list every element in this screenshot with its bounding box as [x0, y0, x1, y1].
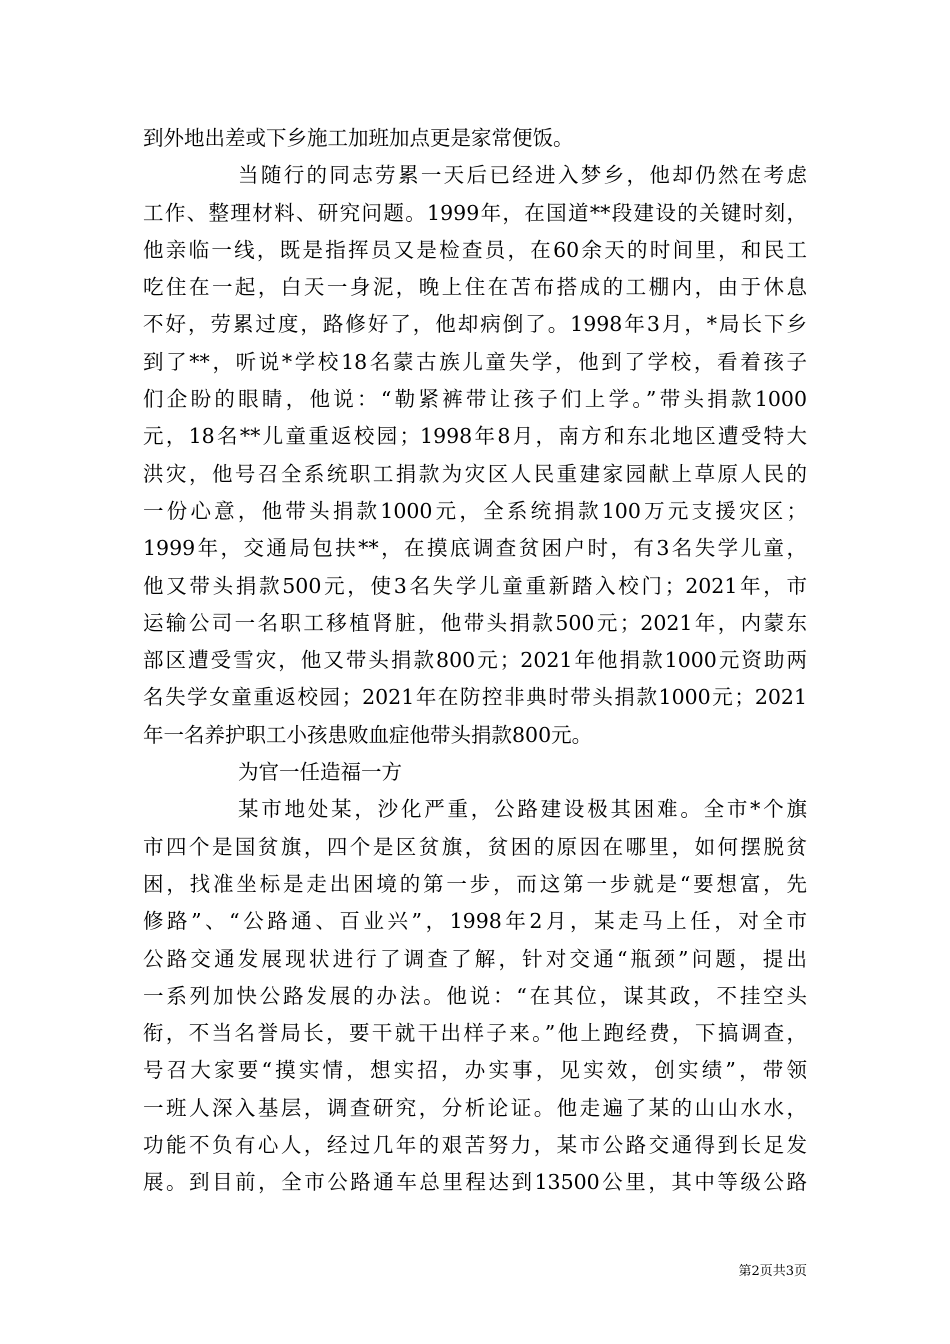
text-line: 部区遭受雪灾，他又带头捐款800元；2021年他捐款1000元资助两 — [143, 648, 807, 673]
page-number: 第2页共3页 — [738, 1264, 807, 1279]
text-line: 修路”、“公路通、百业兴”，1998年2月，某走马上任，对全市 — [143, 909, 807, 934]
text-line: 到外地出差或下乡施工加班加点更是家常便饭。 — [143, 126, 574, 150]
text-line: 一份心意，他带头捐款1000元，全系统捐款100万元支援灾区； — [143, 498, 807, 523]
text-line: 公路交通发展现状进行了调查了解，针对交通“瓶颈”问题，提出 — [143, 946, 807, 971]
text-line: 一系列加快公路发展的办法。他说：“在其位，谋其政，不挂空头 — [143, 983, 807, 1008]
text-line: 号召大家要“摸实情，想实招，办实事，见实效，创实绩”，带领 — [143, 1058, 807, 1083]
paragraph-first-line: 某市地处某，沙化严重，公路建设极其困难。全市*个旗 — [238, 797, 807, 822]
text-line: 衔，不当名誉局长，要干就干出样子来。”他上跑经费，下搞调查， — [143, 1021, 807, 1046]
text-line: 名失学女童重返校园；2021年在防控非典时带头捐款1000元；2021 — [143, 685, 807, 710]
text-line: 年一名养护职工小孩患败血症他带头捐款800元。 — [143, 722, 593, 747]
text-line: 1999年，交通局包扶**，在摸底调查贫困户时，有3名失学儿童， — [143, 536, 807, 561]
text-line: 功能不负有心人，经过几年的艰苦努力，某市公路交通得到长足发 — [143, 1133, 807, 1158]
text-line: 到了**，听说*学校18名蒙古族儿童失学，他到了学校，看着孩子 — [143, 349, 807, 374]
text-line: 洪灾，他号召全系统职工捐款为灾区人民重建家园献上草原人民的 — [143, 461, 807, 486]
text-line: 一班人深入基层，调查研究，分析论证。他走遍了某的山山水水， — [143, 1095, 807, 1120]
text-line: 运输公司一名职工移植肾脏，他带头捐款500元；2021年，内蒙东 — [143, 610, 807, 635]
paragraph-first-line: 当随行的同志劳累一天后已经进入梦乡，他却仍然在考虑 — [238, 163, 807, 188]
text-line: 困，找准坐标是走出困境的第一步，而这第一步就是“要想富，先 — [143, 871, 807, 896]
text-line: 他又带头捐款500元，使3名失学儿童重新踏入校门；2021年，市 — [143, 573, 807, 598]
section-heading: 为官一任造福一方 — [238, 760, 402, 785]
text-line: 不好，劳累过度，路修好了，他却病倒了。1998年3月，*局长下乡 — [143, 312, 807, 337]
text-line: 市四个是国贫旗，四个是区贫旗，贫困的原因在哪里，如何摆脱贫 — [143, 834, 807, 859]
text-line: 吃住在一起，白天一身泥，晚上住在苫布搭成的工棚内，由于休息 — [143, 275, 807, 300]
text-line: 展。到目前，全市公路通车总里程达到13500公里，其中等级公路 — [143, 1170, 807, 1195]
document-body — [143, 120, 807, 1202]
text-line: 他亲临一线，既是指挥员又是检查员，在60余天的时间里，和民工 — [143, 237, 807, 262]
text-line: 工作、整理材料、研究问题。1999年，在国道**段建设的关键时刻， — [143, 200, 807, 225]
text-line: 们企盼的眼睛，他说：“勒紧裤带让孩子们上学。”带头捐款1000 — [143, 387, 807, 412]
text-line: 元，18名**儿童重返校园；1998年8月，南方和东北地区遭受特大 — [143, 424, 807, 449]
